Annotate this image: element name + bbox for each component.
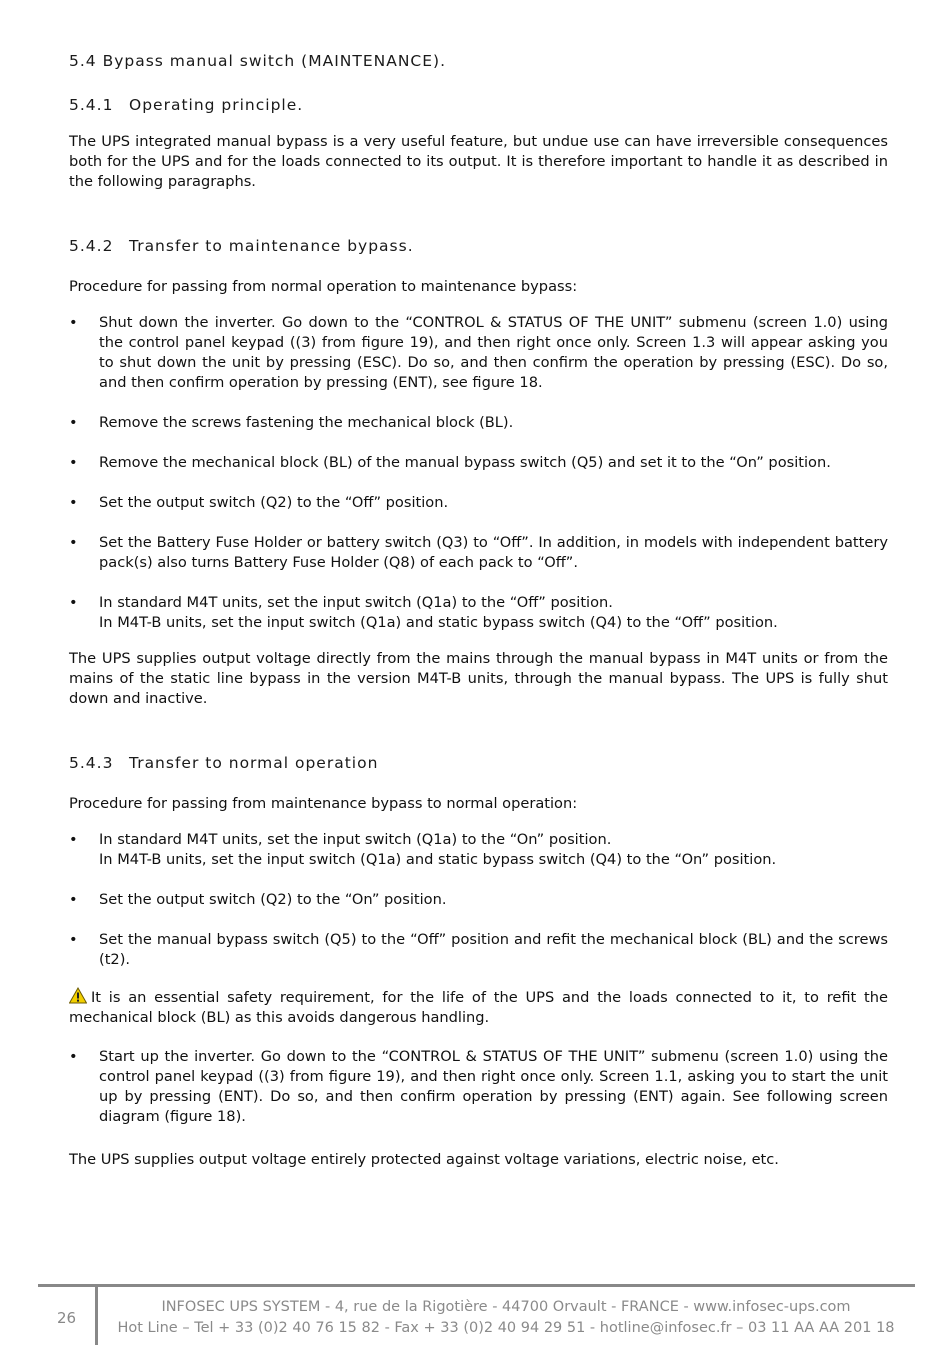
- section-number: 5.4.1: [69, 96, 114, 114]
- list-item-text: Set the output switch (Q2) to the “On” position.: [99, 891, 447, 908]
- list-item-text: Remove the mechanical block (BL) of the manual bypass switch (Q5) and set it to the “On” position.: [99, 454, 831, 471]
- bullet-symbol: •: [69, 314, 78, 331]
- footer-contact: [100, 1297, 912, 1339]
- footer-divider: [38, 1284, 915, 1287]
- list-item-text: Shut down the inverter. Go down to the “CONTROL & STATUS OF THE UNIT” submenu (screen 1.0) using the control panel keypad ((3) from figure 19), and then right once only. Screen 1.3 will appear asking you to shut down the unit by pressing (ESC). Do so, and then confirm the operation by pressing (ESC). Do so, and then confirm operation by pressing (ENT), see figure 18.: [99, 314, 888, 391]
- list-item-line: In standard M4T units, set the input switch (Q1a) to the “On” position.: [99, 831, 612, 848]
- bullet-symbol: •: [69, 931, 78, 948]
- paragraph-procedure-intro: Procedure for passing from maintenance bypass to normal operation:: [69, 795, 578, 812]
- warning-triangle-icon: [69, 987, 87, 1004]
- section-heading-5-4: 5.4 Bypass manual switch (MAINTENANCE).: [69, 52, 447, 70]
- section-heading-5-4-1: [69, 96, 303, 114]
- list-item-line: In standard M4T units, set the input switch (Q1a) to the “Off” position.: [99, 594, 613, 611]
- list-item-text: [99, 593, 888, 633]
- list-item-text: Set the Battery Fuse Holder or battery switch (Q3) to “Off”. In addition, in models with independent battery pack(s) also turns Battery Fuse Holder (Q8) of each pack to “Off”.: [99, 534, 888, 571]
- page-number: 26: [56, 1309, 77, 1327]
- bullet-symbol: •: [69, 414, 78, 431]
- paragraph-normal-result: The UPS supplies output voltage entirely protected against voltage variations, electric noise, etc.: [69, 1151, 779, 1168]
- paragraph-procedure-intro: Procedure for passing from normal operation to maintenance bypass:: [69, 278, 578, 295]
- list-item-text: Start up the inverter. Go down to the “CONTROL & STATUS OF THE UNIT” submenu (screen 1.0) using the control panel keypad ((3) from figure 19), and then right once only. Screen 1.1, asking you to start the unit up by pressing (ENT). Do so, and then confirm operation by pressing (ENT) again. See following screen diagram (figure 18).: [99, 1048, 888, 1125]
- paragraph-maintenance-result: The UPS supplies output voltage directly from the mains through the manual bypass in M4T units or from the mains of the static line bypass in the version M4T-B units, through the manual bypass. The UPS is fully shut down and inactive.: [69, 650, 888, 707]
- section-number: 5.4.3: [69, 754, 114, 772]
- footer-address: INFOSEC UPS SYSTEM - 4, rue de la Rigotière - 44700 Orvault - FRANCE - www.infosec-ups.com: [161, 1299, 851, 1315]
- list-item-text: Set the manual bypass switch (Q5) to the “Off” position and refit the mechanical block (BL) and the screws (t2).: [99, 931, 888, 968]
- bullet-symbol: •: [69, 594, 78, 611]
- section-title: Transfer to maintenance bypass.: [129, 237, 414, 255]
- footer-hotline: Hot Line – Tel + 33 (0)2 40 76 15 82 - Fax + 33 (0)2 40 94 29 51 - hotline@infosec.fr – 03 11 AA AA 201 18: [117, 1320, 895, 1336]
- paragraph-operating-principle: The UPS integrated manual bypass is a very useful feature, but undue use can have irreversible consequences both for the UPS and for the loads connected to its output. It is therefore important to handle it as described in the following paragraphs.: [69, 133, 888, 190]
- bullet-symbol: •: [69, 1048, 78, 1065]
- warning-paragraph: [69, 987, 888, 1028]
- list-item-text: Set the output switch (Q2) to the “Off” position.: [99, 494, 449, 511]
- section-heading-5-4-3: [69, 754, 378, 772]
- bullet-symbol: •: [69, 454, 78, 471]
- section-title: Transfer to normal operation: [129, 754, 379, 772]
- list-item-text: [99, 830, 888, 870]
- list-item-line: In M4T-B units, set the input switch (Q1a) and static bypass switch (Q4) to the “On” position.: [99, 851, 777, 868]
- list-item-line: In M4T-B units, set the input switch (Q1a) and static bypass switch (Q4) to the “Off” position.: [99, 614, 778, 631]
- section-number: 5.4.2: [69, 237, 114, 255]
- bullet-symbol: •: [69, 534, 78, 551]
- bullet-symbol: •: [69, 494, 78, 511]
- warning-text: It is an essential safety requirement, for the life of the UPS and the loads connected to it, to refit the mechanical block (BL) as this avoids dangerous handling.: [69, 989, 888, 1026]
- section-title: Operating principle.: [129, 96, 304, 114]
- list-item-text: Remove the screws fastening the mechanical block (BL).: [99, 414, 514, 431]
- bullet-symbol: •: [69, 891, 78, 908]
- section-heading-5-4-2: [69, 237, 414, 255]
- bullet-symbol: •: [69, 831, 78, 848]
- footer-vertical-divider: [95, 1287, 98, 1345]
